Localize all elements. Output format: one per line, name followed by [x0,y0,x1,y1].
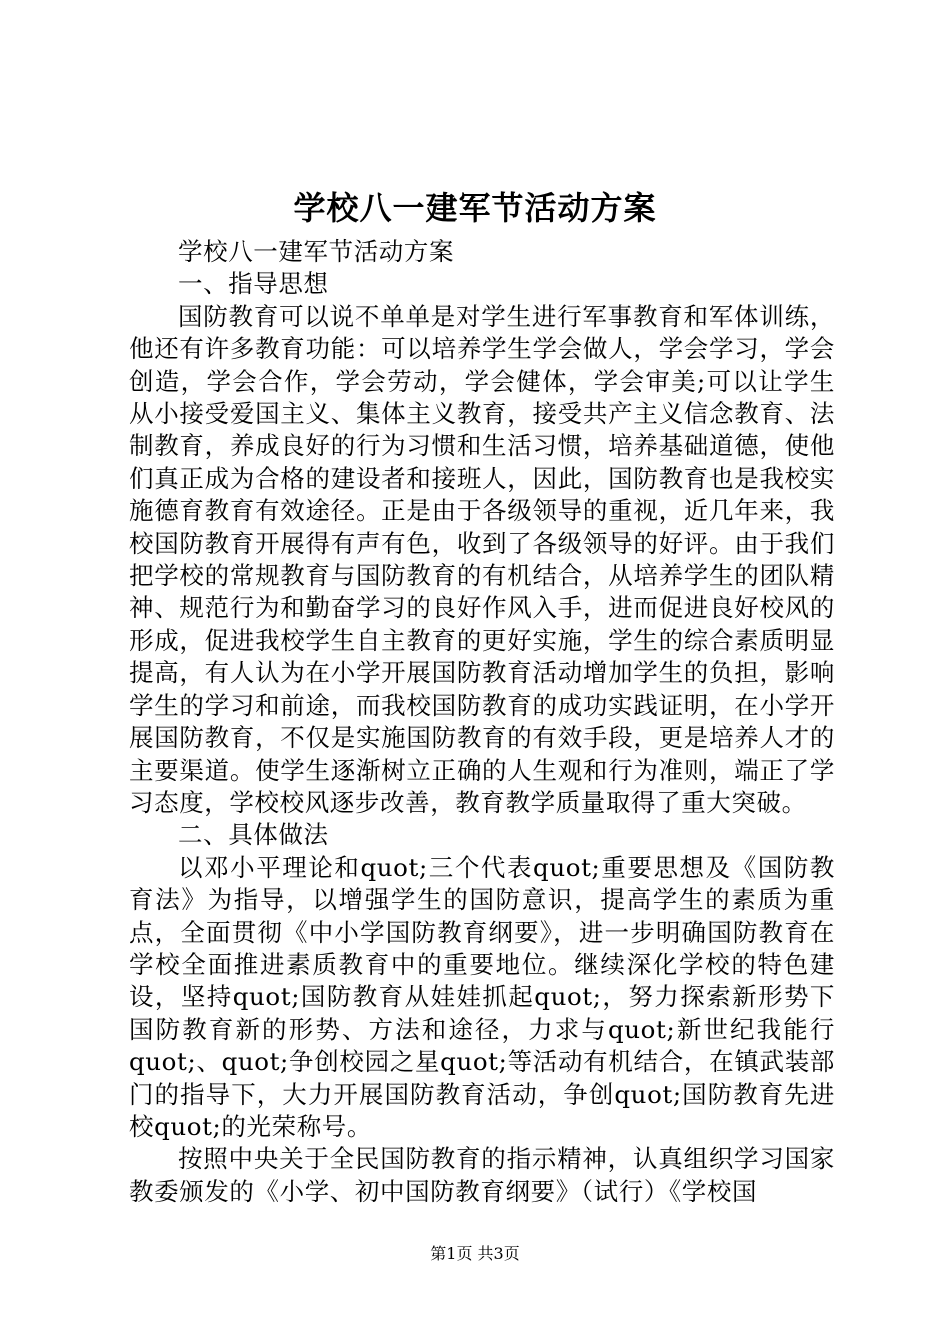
page-footer: 第1页 共3页 [430,1244,520,1263]
paragraph-guiding-ideology: 国防教育可以说不单单是对学生进行军事教育和军体训练，他还有许多教育功能：可以培养学生学会做人，学会学习，学会创造，学会合作，学会劳动，学会健体，学会审美;可以让学生从小接受爱国主义、集体主义教育，接受共产主义信念教育、法制教育，养成良好的行为习惯和生活习惯，培养基础道德，使他们真正成为合格的建设者和接班人，因此，国防教育也是我校实施德育教育有效途径。正是由于各级领导的重视，近几年来，我校国防教育开展得有声有色，收到了各级领导的好评。由于我们把学校的常规教育与国防教育的有机结合，从培养学生的团队精神、规范行为和勤奋学习的良好作风入手，进而促进良好校风的形成，促进我校学生自主教育的更好实施，学生的综合素质明显提高，有人认为在小学开展国防教育活动增加学生的负担，影响学生的学习和前途，而我校国防教育的成功实践证明，在小学开展国防教育，不仅是实施国防教育的有效手段，更是培养人才的主要渠道。使学生逐渐树立正确的人生观和行为准则，端正了学习态度，学校校风逐步改善，教育教学质量取得了重大突破。 [129,301,835,817]
document-title: 学校八一建军节活动方案 [293,189,657,227]
paragraph-specific-methods-2: 按照中央关于全民国防教育的指示精神，认真组织学习国家教委颁发的《小学、初中国防教育纲要》（试行）《学校国 [129,1144,835,1206]
paragraph-specific-methods-1: 以邓小平理论和quot;三个代表quot;重要思想及《国防教育法》为指导，以增强学生的国防意识，提高学生的素质为重点，全面贯彻《中小学国防教育纲要》，进一步明确国防教育在学校全面推进素质教育中的重要地位。继续深化学校的特色建设，坚持quot;国防教育从娃娃抓起quot;，努力探索新形势下国防教育新的形势、方法和途径，力求与quot;新世纪我能行quot;、quot;争创校园之星quot;等活动有机结合，在镇武装部门的指导下，大力开展国防教育活动，争创quot;国防教育先进校quot;的光荣称号。 [129,852,835,1141]
section-heading-guiding-ideology: 一、指导思想 [178,269,329,299]
document-body [129,236,835,1208]
document-subtitle: 学校八一建军节活动方案 [178,237,455,266]
section-heading-specific-methods: 二、具体做法 [178,820,329,850]
